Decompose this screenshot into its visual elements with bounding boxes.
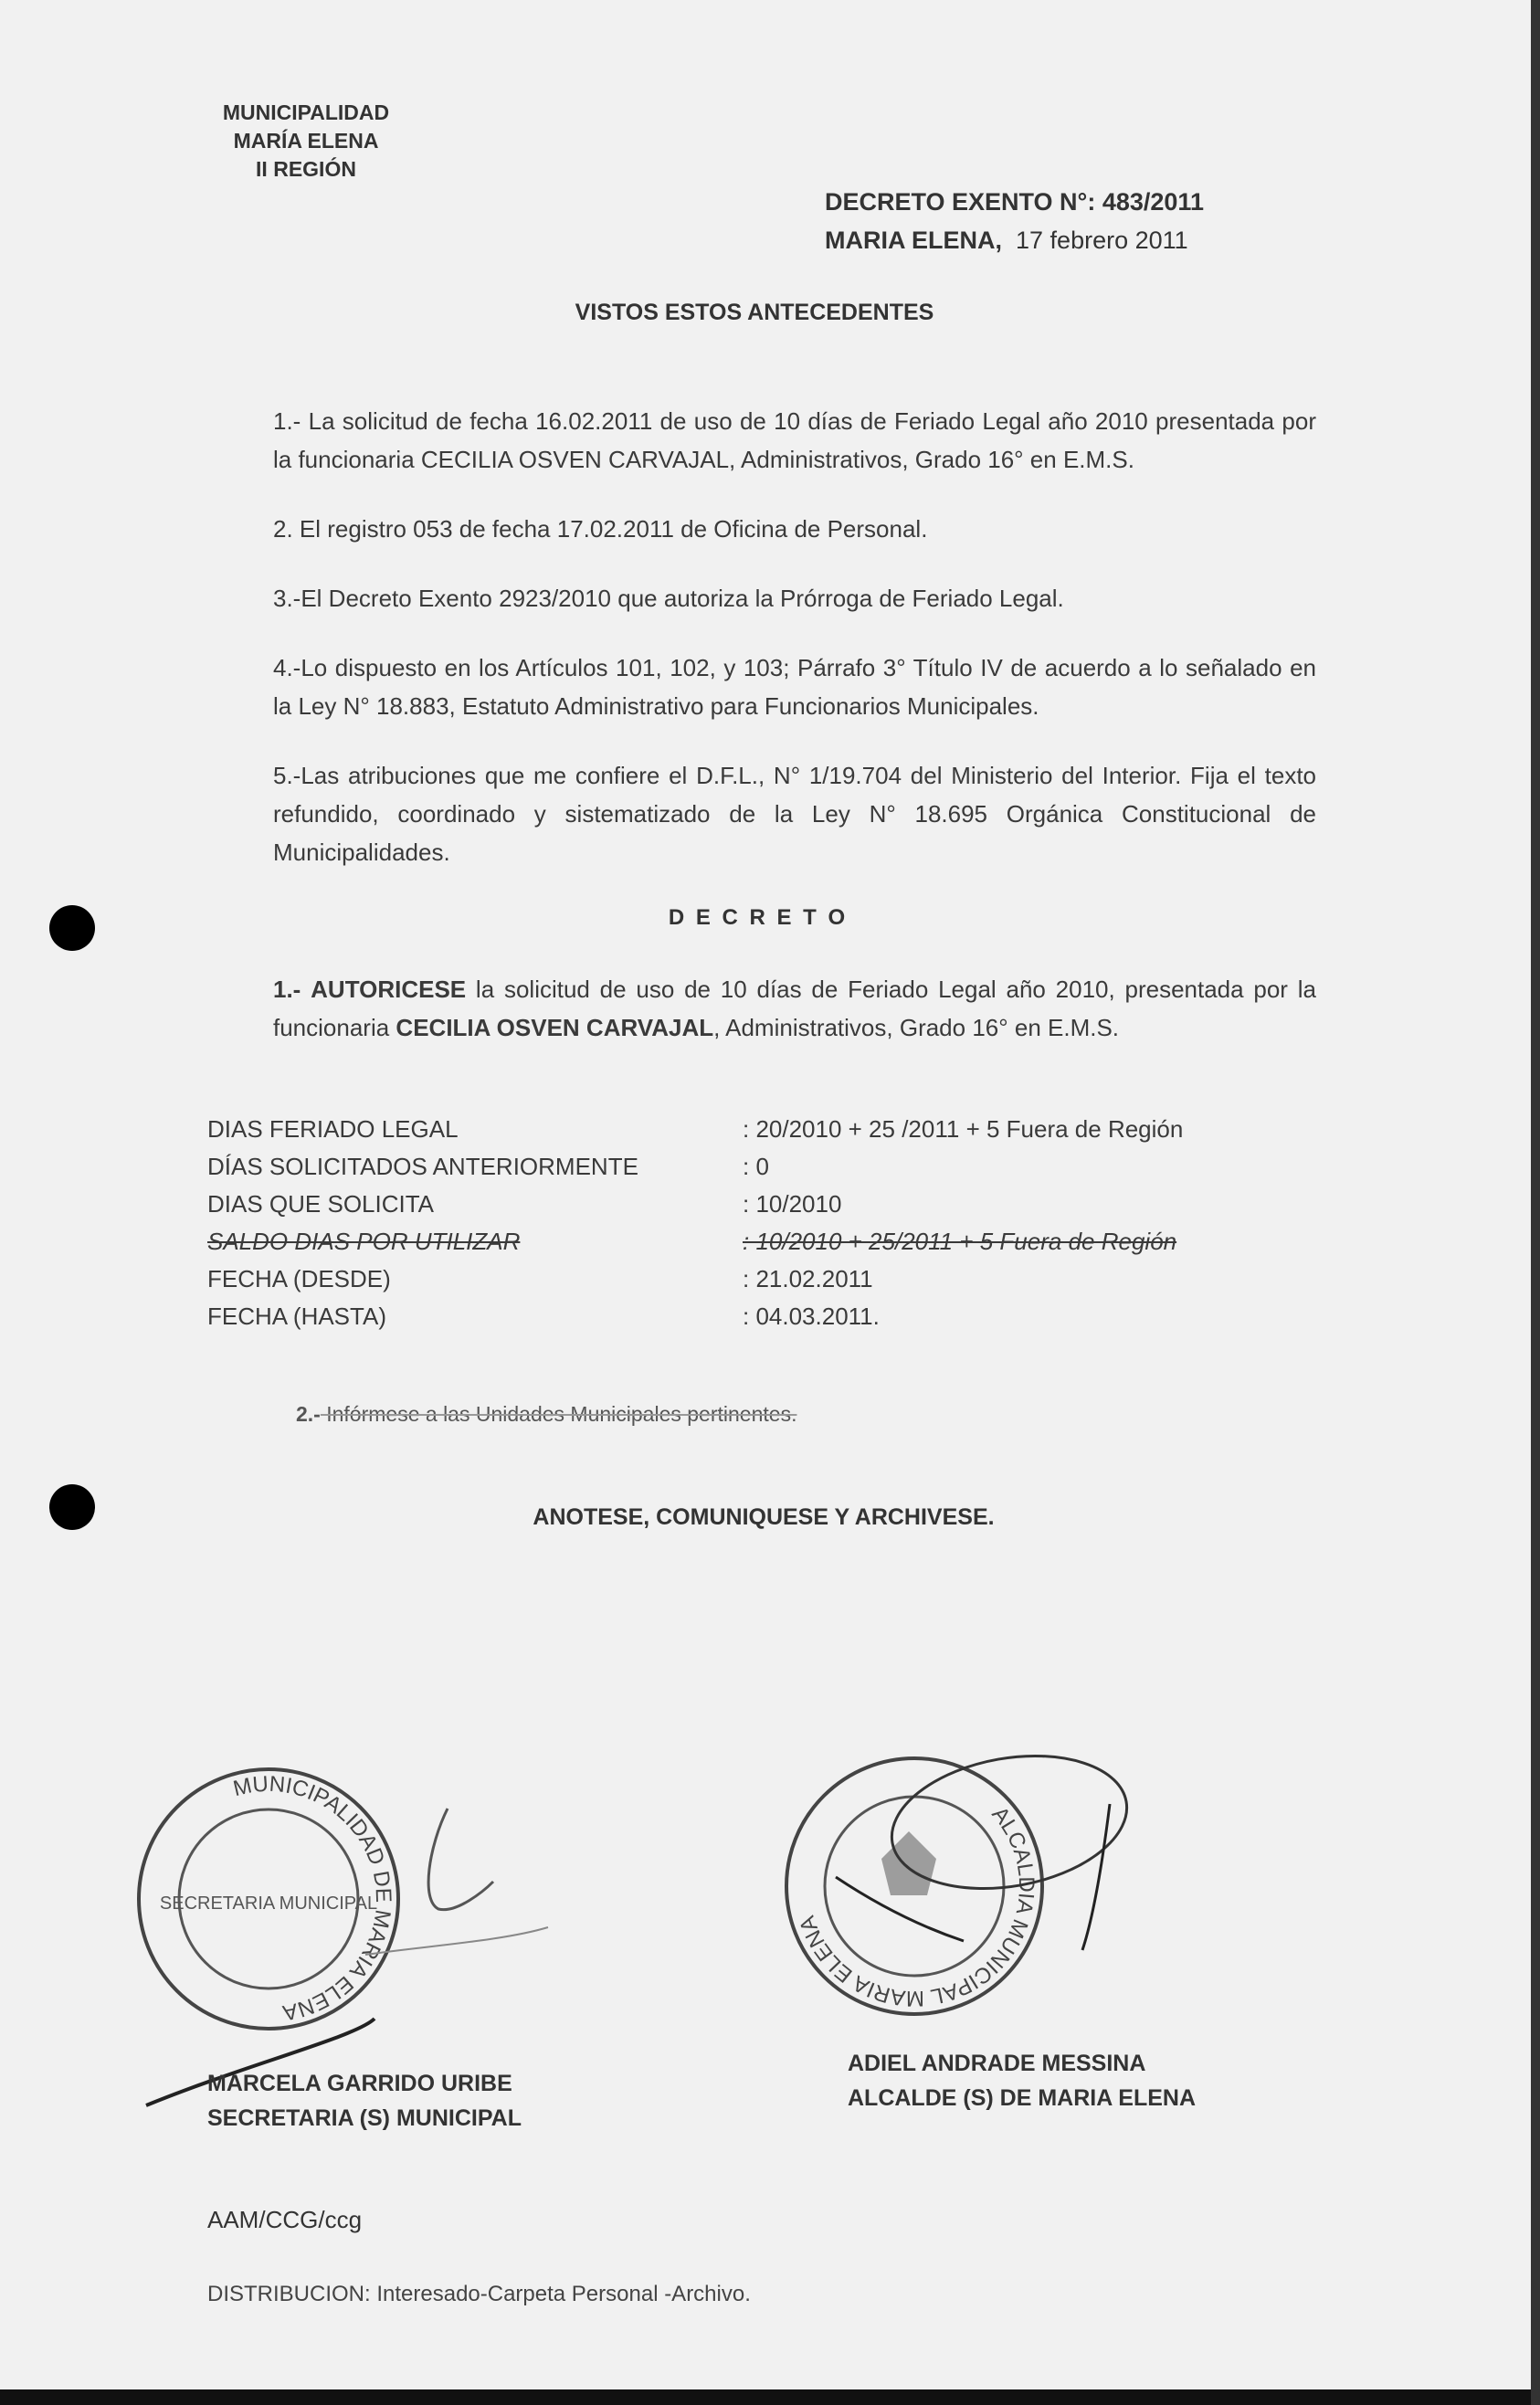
header-line: MARÍA ELENA (233, 129, 379, 153)
decreto-title: D E C R E T O (668, 905, 849, 930)
detail-row (207, 1111, 1395, 1148)
detail-label: SALDO DIAS POR UTILIZAR (207, 1228, 521, 1255)
scan-border (0, 2389, 1540, 2405)
detail-label: DÍAS SOLICITADOS ANTERIORMENTE (207, 1153, 638, 1180)
antecedent-5: 5.-Las atribuciones que me confiere el D.F.L., N° 1/19.704 del Ministerio del Interior. Fija el texto refundido, coordinado y sistematizado de la Ley N° 18.695 Orgánica Constitucional de Municipalidades. (273, 762, 1316, 866)
antecedent-4: 4.-Lo dispuesto en los Artículos 101, 102, y 103; Párrafo 3° Título IV de acuerdo a lo señalado en la Ley N° 18.883, Estatuto Administrativo para Funcionarios Municipales. (273, 654, 1316, 720)
punch-hole-icon (49, 1484, 95, 1530)
mayor-stamp (781, 1749, 1165, 2023)
vistos-title: VISTOS ESTOS ANTECEDENTES (575, 300, 934, 325)
resolution-text: Infórmese a las Unidades Municipales pertinentes. (320, 1402, 797, 1426)
resolution-1 (273, 970, 1316, 1047)
resolution-text: la solicitud de uso de 10 días de Feriado Legal año 2010, presentada por la funcionaria (273, 976, 1316, 1041)
detail-value: : 21.02.2011 (743, 1265, 873, 1292)
header-line: II REGIÓN (256, 157, 356, 181)
decree-number: DECRETO EXENTO N°: 483/2011 (825, 188, 1204, 216)
decree-body (0, 297, 1540, 1533)
punch-hole-icon (49, 905, 95, 951)
detail-value: : 10/2010 + 25/2011 + 5 Fuera de Región (743, 1228, 1177, 1255)
header-line: MUNICIPALIDAD (222, 100, 390, 124)
detail-label: FECHA (DESDE) (207, 1265, 391, 1292)
stamp-outer-text: ALCALDIA MUNICIPAL MARIA ELENA (795, 1801, 1039, 2011)
stamp-inner-text: SECRETARIA MUNICIPAL (159, 1893, 378, 1914)
resolution-number: 1.- (273, 976, 301, 1003)
resolution-2 (296, 1399, 1540, 1429)
signer-name: ADIEL ANDRADE MESSINA (848, 2051, 1146, 2076)
decree-place-date (825, 221, 1204, 259)
detail-row (207, 1298, 1395, 1335)
distribution: DISTRIBUCION: Interesado-Carpeta Personal -Archivo. (207, 2282, 751, 2306)
detail-row (207, 1148, 1395, 1186)
detail-row (207, 1261, 1395, 1298)
detail-row (207, 1223, 1395, 1261)
detail-row (207, 1186, 1395, 1223)
detail-label: FECHA (HASTA) (207, 1303, 386, 1330)
place: MARIA ELENA, (825, 227, 1002, 254)
antecedent-2: 2. El registro 053 de fecha 17.02.2011 de Oficina de Personal. (273, 515, 928, 543)
initials: AAM/CCG/ccg (207, 2206, 363, 2233)
employee-name: CECILIA OSVEN CARVAJAL (396, 1014, 714, 1041)
date: 17 febrero 2011 (1016, 227, 1188, 254)
detail-label: DIAS QUE SOLICITA (207, 1190, 435, 1218)
resolution-verb: AUTORICESE (311, 976, 467, 1003)
detail-value: : 20/2010 + 25 /2011 + 5 Fuera de Región (743, 1115, 1184, 1143)
signer-title: SECRETARIA (S) MUNICIPAL (207, 2105, 522, 2131)
resolution-number: 2.- (296, 1402, 321, 1426)
signer-name: MARCELA GARRIDO URIBE (207, 2071, 512, 2096)
municipality-header (174, 99, 438, 184)
antecedent-1: 1.- La solicitud de fecha 16.02.2011 de uso de 10 días de Feriado Legal año 2010 presentada por la funcionaria CECILIA OSVEN CARVAJAL, Administrativos, Grado 16° en E.M.S. (273, 407, 1316, 473)
resolution-text: , Administrativos, Grado 16° en E.M.S. (713, 1014, 1120, 1041)
detail-label: DIAS FERIADO LEGAL (207, 1115, 459, 1143)
decree-reference (825, 183, 1204, 259)
antecedent-3: 3.-El Decreto Exento 2923/2010 que autoriza la Prórroga de Feriado Legal. (273, 585, 1064, 612)
stamp-outer-text: MUNICIPALIDAD DE MARIA ELENA (230, 1771, 396, 2026)
closing-formula: ANOTESE, COMUNIQUESE Y ARCHIVESE. (533, 1504, 995, 1530)
secretary-signature-block (207, 2066, 522, 2136)
scan-border (1531, 0, 1540, 2405)
details-table (207, 1111, 1395, 1335)
detail-value: : 04.03.2011. (743, 1303, 880, 1330)
mayor-signature-block (848, 2046, 1196, 2115)
detail-value: : 10/2010 (743, 1190, 842, 1218)
signer-title: ALCALDE (S) DE MARIA ELENA (848, 2085, 1197, 2111)
detail-value: : 0 (743, 1153, 769, 1180)
